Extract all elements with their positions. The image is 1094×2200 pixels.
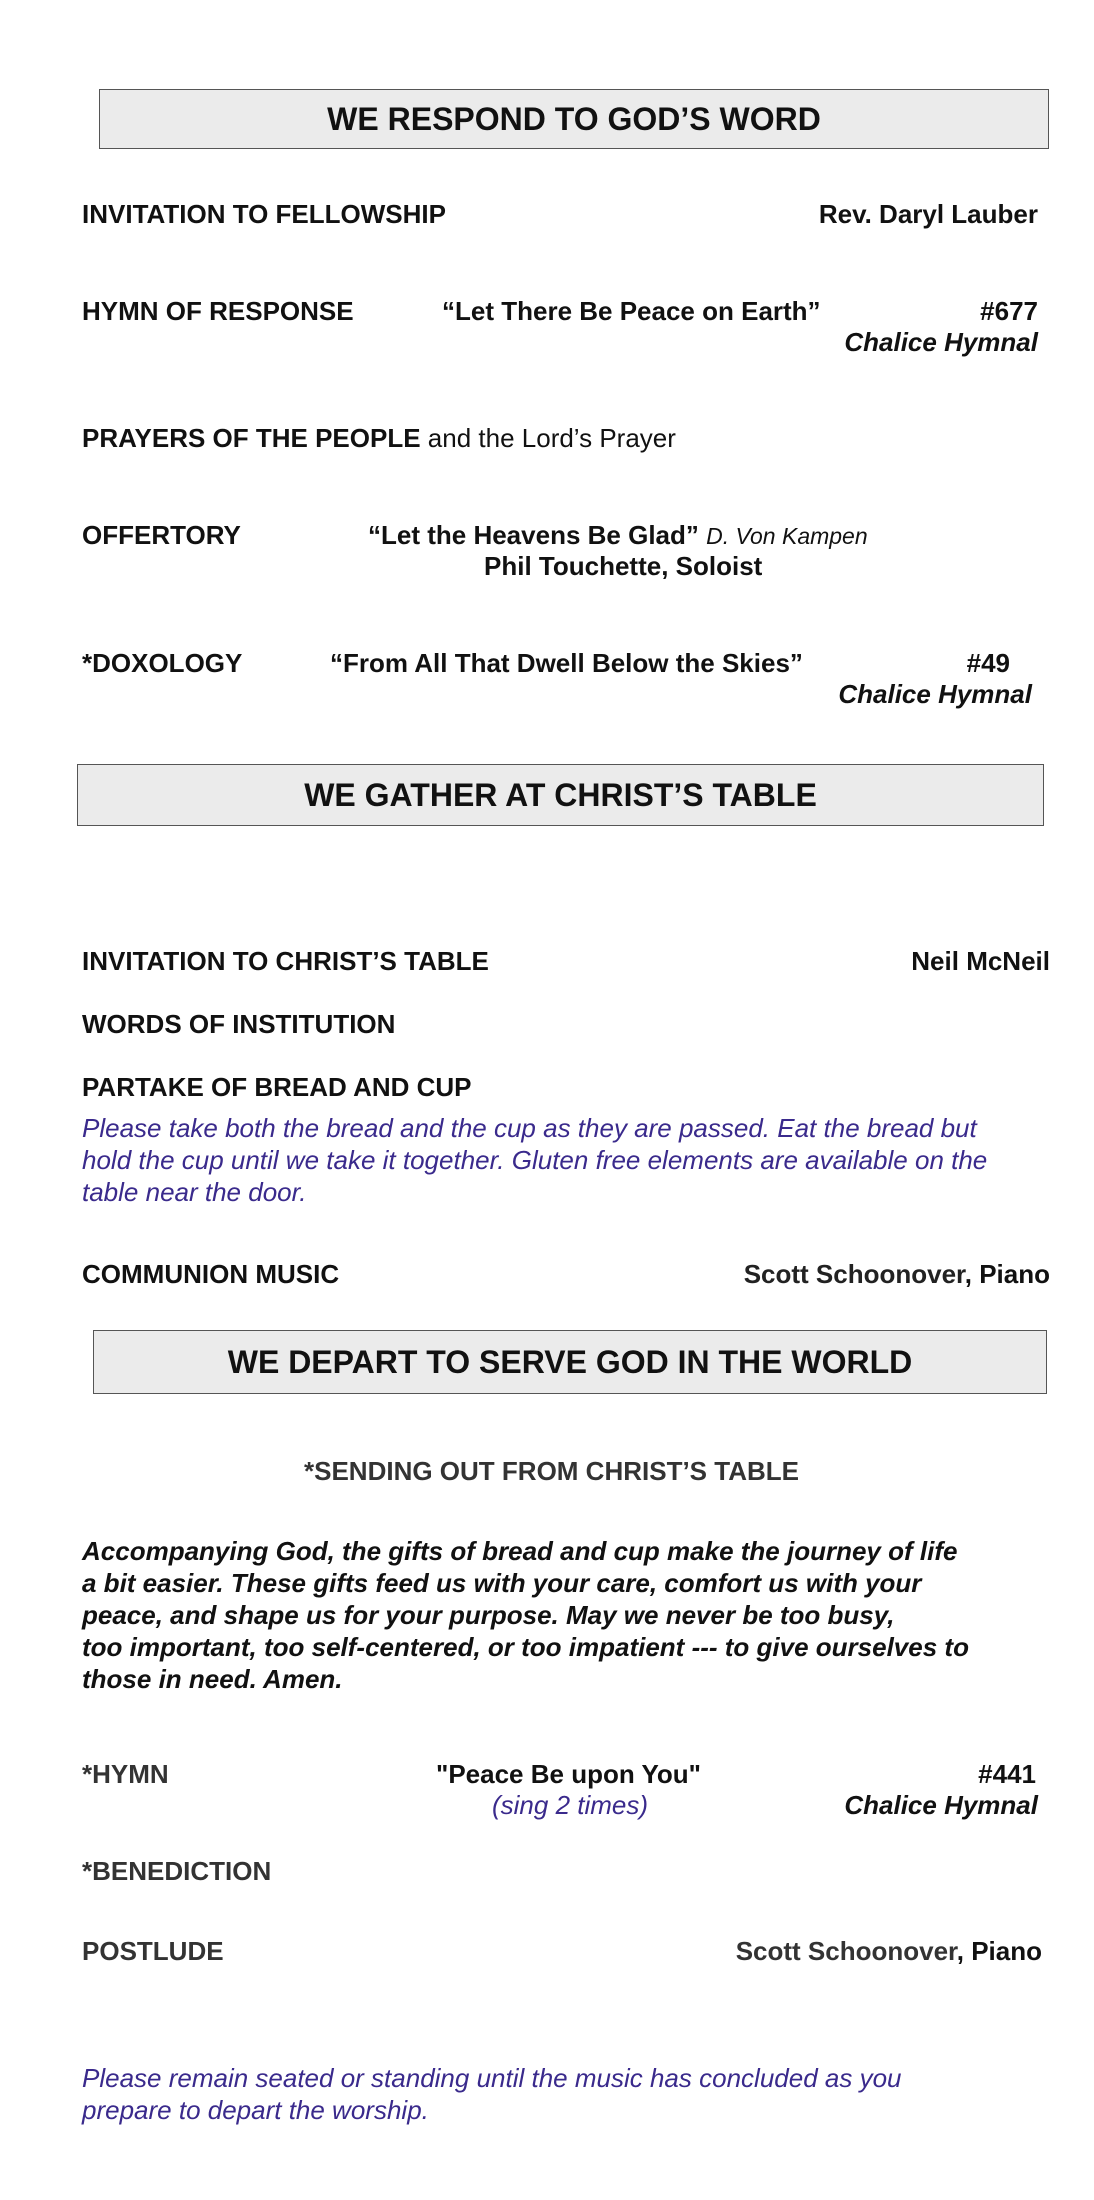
instrument-name: Piano [971, 1936, 1042, 1966]
hymn-note: (sing 2 times) [492, 1790, 649, 1820]
hymnal-source: Chalice Hymnal [844, 1790, 1038, 1820]
closing-note [82, 2062, 901, 2126]
anthem-title: “Let the Heavens Be Glad” [368, 520, 699, 550]
item-label: *HYMN [82, 1759, 169, 1789]
section-title: WE GATHER AT CHRIST’S TABLE [304, 776, 817, 813]
partake-instructions [82, 1112, 987, 1208]
item-label: COMMUNION MUSIC [82, 1259, 340, 1289]
item-label: *DOXOLOGY [82, 648, 243, 678]
performer-name: Scott Schoonover [735, 1936, 957, 1966]
performer-name: Scott Schoonover [743, 1259, 965, 1289]
performer-line: Scott Schoonover, Piano [735, 1936, 1042, 1966]
hymn-number: #49 [966, 648, 1010, 678]
hymn-title: “Let There Be Peace on Earth” [442, 296, 821, 326]
prayer-line: Accompanying God, the gifts of bread and cup make the journey of life [82, 1536, 958, 1566]
prayer-line: those in need. Amen. [82, 1664, 343, 1694]
item-suffix: and the Lord’s Prayer [427, 423, 676, 453]
item-label: *SENDING OUT FROM CHRIST’S TABLE [304, 1456, 799, 1486]
section-banner-respond [99, 89, 1049, 149]
performer-name: Phil Touchette, Soloist [484, 551, 763, 581]
composer-name: D. Von Kampen [706, 523, 868, 549]
prayer-line: too important, too self-centered, or too impatient --- to give ourselves to [82, 1632, 969, 1662]
hymn-number: #441 [978, 1759, 1036, 1789]
item-label: PARTAKE OF BREAD AND CUP [82, 1072, 472, 1102]
section-title: WE DEPART TO SERVE GOD IN THE WORLD [227, 1343, 913, 1380]
note-line: prepare to depart the worship. [82, 2095, 429, 2125]
prayer-line: a bit easier. These gifts feed us with your care, comfort us with your [82, 1568, 922, 1598]
item-label: INVITATION TO CHRIST’S TABLE [82, 946, 489, 976]
note-line: Please remain seated or standing until the music has concluded as you [82, 2063, 902, 2093]
hymnal-source: Chalice Hymnal [838, 679, 1032, 709]
item-label: OFFERTORY [82, 520, 241, 550]
sending-prayer [82, 1535, 969, 1695]
item-label: PRAYERS OF THE PEOPLE [82, 423, 421, 453]
hymnal-source: Chalice Hymnal [844, 327, 1038, 357]
item-label: WORDS OF INSTITUTION [82, 1009, 396, 1039]
item-label: POSTLUDE [82, 1936, 224, 1966]
leader-name: Neil McNeil [911, 946, 1050, 976]
instruction-line: table near the door. [82, 1177, 307, 1207]
instruction-line: Please take both the bread and the cup as they are passed. Eat the bread but [82, 1113, 977, 1143]
section-banner-gather [77, 764, 1044, 826]
item-label: INVITATION TO FELLOWSHIP [82, 199, 446, 229]
prayer-line: peace, and shape us for your purpose. May we never be too busy, [82, 1600, 895, 1630]
item-label: *BENEDICTION [82, 1856, 272, 1886]
hymn-title: "Peace Be upon You" [436, 1759, 701, 1789]
section-banner-depart [93, 1330, 1047, 1394]
instruction-line: hold the cup until we take it together. Gluten free elements are available on the [82, 1145, 988, 1175]
performer-line: Scott Schoonover, Piano [743, 1259, 1050, 1289]
hymn-number: #677 [980, 296, 1038, 326]
section-title: WE RESPOND TO GOD’S WORD [327, 100, 821, 137]
offertory-title-line [368, 519, 868, 552]
hymn-title: “From All That Dwell Below the Skies” [330, 648, 803, 678]
prayers-line [82, 422, 676, 454]
item-label: HYMN OF RESPONSE [82, 296, 354, 326]
instrument-name: Piano [979, 1259, 1050, 1289]
leader-name: Rev. Daryl Lauber [818, 199, 1038, 229]
